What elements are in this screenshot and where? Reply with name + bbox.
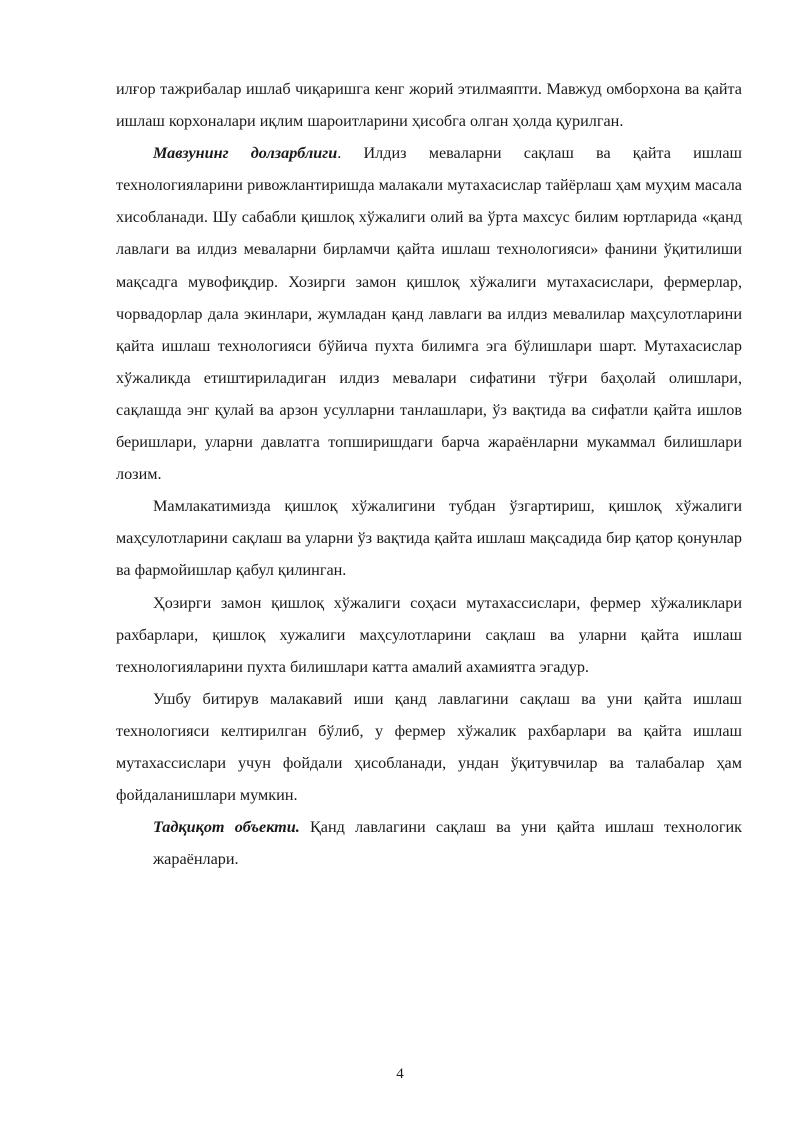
page-number: 4	[396, 1066, 404, 1082]
paragraph-text: Ушбу битирув малакавий иши қанд лавлагини сақлаш ва уни қайта ишлаш технологияси келтирилган бўлиб, у фермер хўжалик рахбарлари ва қайта ишлаш мутахассислари учун фойдали ҳисобланади, ундан ўқитувчилар ва талабалар ҳам фойдаланишлари мумкин.	[116, 689, 742, 805]
document-page	[116, 73, 742, 875]
paragraph-text: Мамлакатимизда қишлоқ хўжалигини тубдан ўзгартириш, қишлоқ хўжалиги маҳсулотларини сақлаш ва уларни ўз вақтида қайта ишлаш мақсадида бир қатор қонунлар ва фармойишлар қабул қилинган.	[116, 497, 742, 580]
paragraph-heading-research-object: Тадқиқот объекти.	[153, 818, 300, 837]
paragraph-text: илғор тажрибалар ишлаб чиқаришга кенг жорий этилмаяпти. Мавжуд омборхона ва қайта ишлаш корхоналари иқлим шароитларини ҳисобга олган ҳолда қурилган.	[116, 80, 742, 131]
paragraph-topic-relevance	[116, 137, 742, 490]
paragraph-specialists	[116, 587, 742, 683]
paragraph-text: Ҳозирги замон қишлоқ хўжалиги соҳаси мутахассислари, фермер хўжаликлари рахбарлари, қишлоқ хужалиги маҳсулотларини сақлаш ва уларни қайта ишлаш технологияларини пухта билишлари катта амалий ахамиятга эгадур.	[116, 593, 742, 676]
paragraph-research-object	[116, 811, 742, 875]
paragraph-text: . Илдиз меваларни сақлаш ва қайта ишлаш технологияларини ривожлантиришда малакали мутахасислар тайёрлаш ҳам муҳим масала хисобланади. Шу сабабли қишлоқ хўжалиги олий ва ўрта махсус билим юртларида «қанд лавлаги ва илдиз меваларни бирламчи қайта ишлаш технологияси» фанини ўқитилиши мақсадга мувофиқдир. Хозирги замон қишлоқ хўжалиги мутахасислари, фермерлар, чорвадорлар дала экинлари, жумладан қанд лавлаги ва илдиз мевалилар маҳсулотларини қайта ишлаш технологияси бўйича пухта билимга эга бўлишлари шарт. Мутахасислар хўжаликда етиштириладиган илдиз мевалари сифатини тўғри баҳолай олишлари, сақлашда энг қулай ва арзон усулларни танлашлари, ўз вақтида ва сифатли қайта ишлов беришлари, уларни давлатга топширишдаги барча жараёнларни мукаммал билишлари лозим.	[116, 144, 742, 484]
paragraph-text: Қанд лавлагини сақлаш ва уни қайта ишлаш технологик жараёнлари.	[153, 818, 743, 869]
paragraph-heading-relevance: Мавзунинг долзарблиги	[153, 144, 338, 163]
paragraph-thesis-purpose	[116, 683, 742, 811]
paragraph-intro-continued	[116, 73, 742, 137]
paragraph-laws	[116, 490, 742, 586]
